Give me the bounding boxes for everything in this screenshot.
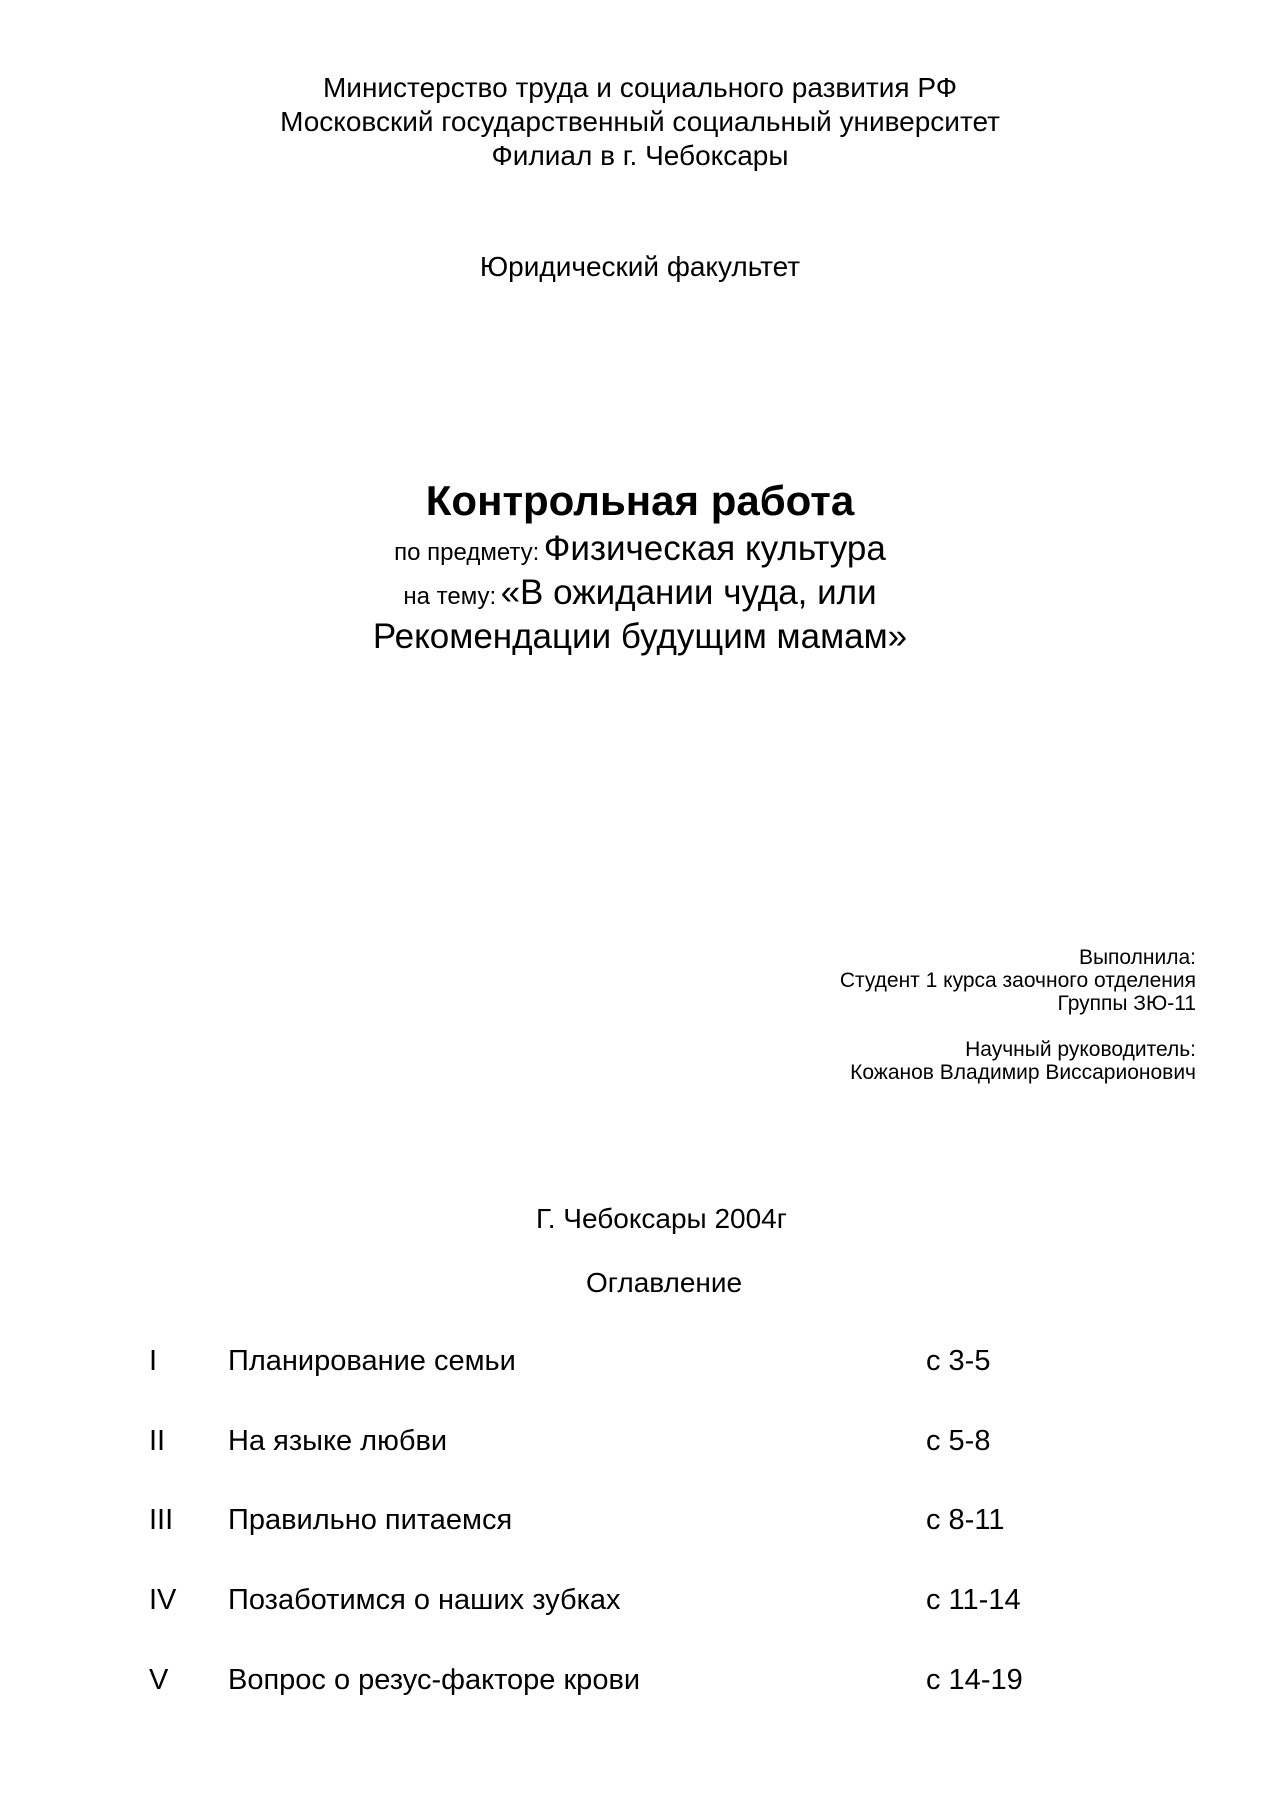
supervisor-name: Кожанов Владимир Виссарионович (850, 1061, 1196, 1084)
toc-item-number: I (149, 1345, 158, 1377)
toc-item (0, 1423, 1280, 1459)
toc-item-title: Планирование семьи (228, 1345, 516, 1377)
author-block (840, 946, 1196, 1084)
header-branch: Филиал в г. Чебоксары (491, 140, 789, 171)
toc-item-title: Позаботимся о наших зубках (228, 1584, 621, 1616)
toc-item-number: III (149, 1504, 174, 1536)
topic-label: на тему: (403, 583, 497, 610)
toc-item-number: IV (149, 1584, 177, 1616)
toc-item-pages: с 3-5 (926, 1345, 991, 1377)
faculty-name: Юридический факультет (479, 251, 801, 282)
toc-item-title: На языке любви (228, 1425, 448, 1457)
toc-item-number: II (149, 1425, 166, 1457)
supervisor-label: Научный руководитель: (965, 1038, 1196, 1061)
toc-title: Оглавление (586, 1267, 743, 1298)
toc-item (0, 1662, 1280, 1698)
toc-item-number: V (149, 1664, 169, 1696)
performed-label: Выполнила: (1078, 946, 1196, 969)
topic-text-1: «В ожидании чуда, или (500, 573, 877, 612)
toc-item (0, 1582, 1280, 1618)
header-ministry: Министерство труда и социального развития РФ (322, 72, 957, 103)
student-info: Студент 1 курса заочного отделения (839, 969, 1196, 992)
work-title: Контрольная работа (425, 477, 855, 524)
toc-item-pages: с 8-11 (926, 1504, 1005, 1536)
toc-item (0, 1343, 1280, 1379)
toc-item-title: Правильно питаемся (228, 1504, 513, 1536)
toc-item-pages: с 11-14 (926, 1584, 1021, 1616)
header-university: Московский государственный социальный университет (280, 106, 1000, 137)
topic-text-2: Рекомендации будущим мамам» (372, 617, 908, 656)
subject-name: Физическая культура (543, 529, 886, 568)
toc-item (0, 1502, 1280, 1538)
subject-label: по предмету: (394, 539, 540, 566)
group-info: Группы ЗЮ-11 (1057, 992, 1196, 1015)
toc-item-pages: с 14-19 (926, 1664, 1023, 1696)
toc-item-pages: с 5-8 (926, 1425, 991, 1457)
city-year: Г. Чебоксары 2004г (536, 1203, 787, 1234)
toc-item-title: Вопрос о резус-факторе крови (228, 1664, 641, 1696)
